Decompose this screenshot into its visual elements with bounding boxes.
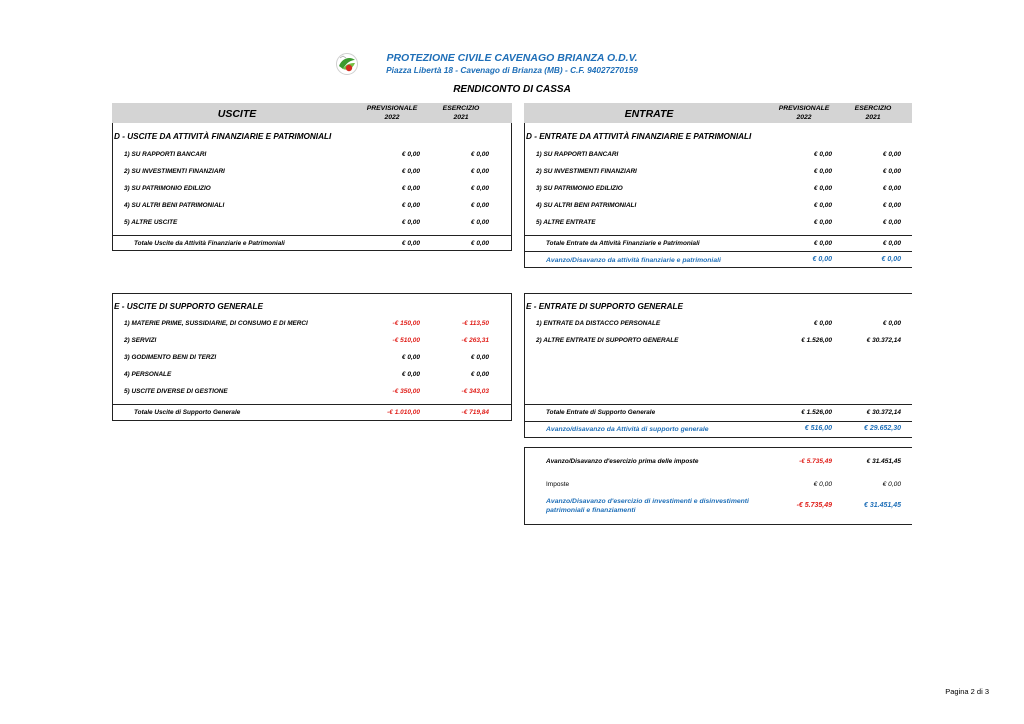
table-cell-esercizio: € 0,00 (882, 320, 901, 327)
table-cell-esercizio: € 0,00 (470, 354, 489, 361)
table-cell-previsionale: € 0,00 (813, 168, 832, 175)
section-e-avanzo-label: Avanzo/disavanzo da Attività di supporto generale (546, 426, 709, 433)
summary-final-esercizio: € 31.451,45 (864, 502, 901, 509)
table-row-label: 4) SU ALTRI BENI PATRIMONIALI (124, 202, 225, 209)
table-row-label: 2) SU INVESTIMENTI FINANZIARI (536, 168, 637, 175)
section-e-uscite-total-line (112, 404, 512, 405)
table-cell-esercizio: € 0,00 (470, 168, 489, 175)
section-d-entrate-title: D - ENTRATE DA ATTIVITÀ FINANZIARIE E PATRIMONIALI (526, 132, 752, 141)
table-row-label: 5) ALTRE ENTRATE (536, 219, 596, 226)
section-e-entrate-total-previsionale: € 1.526,00 (801, 409, 832, 416)
section-e-uscite-total-label: Totale Uscite di Supporto Generale (134, 409, 241, 416)
organization-name: PROTEZIONE CIVILE CAVENAGO BRIANZA O.D.V. (386, 52, 638, 64)
table-cell-previsionale: € 0,00 (401, 185, 420, 192)
uscite-col-previsionale: PREVISIONALE 2022 (366, 105, 418, 121)
table-cell-previsionale: -€ 150,00 (392, 320, 420, 327)
table-row-label: 1) MATERIE PRIME, SUSSIDIARIE, DI CONSUMO E DI MERCI (124, 320, 308, 327)
table-row-label: 5) ALTRE USCITE (124, 219, 178, 226)
section-e-uscite-total-esercizio: -€ 719,84 (461, 409, 489, 416)
table-row-label: 1) SU RAPPORTI BANCARI (536, 151, 619, 158)
organization-address: Piazza Libertà 18 - Cavenago di Brianza (MB) - C.F. 94027270159 (386, 65, 638, 75)
section-d-avanzo-esercizio: € 0,00 (881, 256, 901, 263)
table-cell-esercizio: -€ 263,31 (461, 337, 489, 344)
section-d-avanzo-label: Avanzo/Disavanzo da attività finanziarie e patrimoniali (546, 257, 721, 264)
table-row-label: 2) SERVIZI (124, 337, 157, 344)
section-e-entrate-avanzo-line (524, 421, 912, 422)
section-d-uscite-total-previsionale: € 0,00 (401, 240, 420, 247)
section-d-entrate-total-label: Totale Entrate da Attività Finanziarie e Patrimoniali (546, 240, 700, 247)
table-cell-previsionale: € 0,00 (401, 354, 420, 361)
table-cell-previsionale: € 1.526,00 (801, 337, 832, 344)
table-cell-esercizio: € 0,00 (882, 185, 901, 192)
table-cell-esercizio: € 0,00 (470, 371, 489, 378)
section-d-entrate-total-esercizio: € 0,00 (882, 240, 901, 247)
table-cell-esercizio: -€ 343,03 (461, 388, 489, 395)
section-d-uscite-total-label: Totale Uscite da Attività Finanziarie e Patrimoniali (134, 240, 285, 247)
summary-top-line (524, 447, 912, 448)
table-cell-previsionale: € 0,00 (401, 168, 420, 175)
table-row-label: 2) SU INVESTIMENTI FINANZIARI (124, 168, 225, 175)
uscite-header-title: USCITE (217, 108, 257, 120)
table-cell-previsionale: € 0,00 (813, 151, 832, 158)
section-e-entrate-top-line (524, 293, 912, 294)
summary-pre-tax-label: Avanzo/Disavanzo d'esercizio prima delle imposte (546, 458, 699, 465)
section-e-entrate-bottom-line (524, 437, 912, 438)
section-e-entrate-total-label: Totale Entrate di Supporto Generale (546, 409, 656, 416)
summary-pre-tax-previsionale: -€ 5.735,49 (799, 458, 832, 465)
section-e-avanzo-esercizio: € 29.652,30 (864, 425, 901, 432)
summary-bottom-line (524, 524, 912, 525)
table-row-label: 3) SU PATRIMONIO EDILIZIO (536, 185, 623, 192)
table-cell-esercizio: € 30.372,14 (866, 337, 901, 344)
table-row-label: 2) ALTRE ENTRATE DI SUPPORTO GENERALE (536, 337, 679, 344)
section-d-uscite-title: D - USCITE DA ATTIVITÀ FINANZIARIE E PATRIMONIALI (114, 132, 332, 141)
section-d-avanzo-previsionale: € 0,00 (812, 256, 832, 263)
table-cell-previsionale: -€ 350,00 (392, 388, 420, 395)
section-d-entrate-total-line (524, 235, 912, 236)
page-number: Pagina 2 di 3 (945, 687, 989, 696)
entrate-header-title: ENTRATE (624, 108, 674, 120)
summary-final-label: Avanzo/Disavanzo d'esercizio di investimenti e disinvestimenti patrimoniali e finanziamenti (546, 498, 749, 514)
table-row-label: 3) GODIMENTO BENI DI TERZI (124, 354, 217, 361)
table-row-label: 3) SU PATRIMONIO EDILIZIO (124, 185, 211, 192)
section-d-entrate-bottom-line (524, 267, 912, 268)
entrate-col-esercizio: ESERCIZIO 2021 (854, 105, 892, 121)
table-cell-esercizio: € 0,00 (470, 185, 489, 192)
table-row-label: 5) USCITE DIVERSE DI GESTIONE (124, 388, 228, 395)
section-e-entrate-title: E - ENTRATE DI SUPPORTO GENERALE (526, 302, 683, 311)
table-cell-previsionale: € 0,00 (813, 320, 832, 327)
table-cell-previsionale: € 0,00 (401, 151, 420, 158)
section-d-entrate-avanzo-line (524, 251, 912, 252)
table-cell-previsionale: € 0,00 (401, 202, 420, 209)
table-cell-esercizio: € 0,00 (470, 202, 489, 209)
summary-imposte-esercizio: € 0,00 (882, 481, 901, 488)
section-e-entrate-total-line (524, 404, 912, 405)
table-cell-previsionale: € 0,00 (813, 185, 832, 192)
section-d-entrate-left-border (524, 123, 525, 268)
table-cell-esercizio: € 0,00 (882, 202, 901, 209)
table-row-label: 4) SU ALTRI BENI PATRIMONIALI (536, 202, 637, 209)
table-cell-esercizio: € 0,00 (470, 219, 489, 226)
section-e-entrate-total-esercizio: € 30.372,14 (866, 409, 901, 416)
section-d-uscite-total-line (112, 235, 512, 236)
section-e-uscite-title: E - USCITE DI SUPPORTO GENERALE (114, 302, 263, 311)
entrate-col-previsionale: PREVISIONALE 2022 (778, 105, 830, 121)
summary-imposte-previsionale: € 0,00 (813, 481, 832, 488)
table-row-label: 1) ENTRATE DA DISTACCO PERSONALE (536, 320, 661, 327)
table-cell-previsionale: -€ 510,00 (392, 337, 420, 344)
table-cell-previsionale: € 0,00 (401, 219, 420, 226)
table-cell-previsionale: € 0,00 (401, 371, 420, 378)
summary-imposte-label: Imposte (546, 481, 570, 488)
table-cell-esercizio: -€ 113,50 (462, 320, 489, 327)
table-cell-previsionale: € 0,00 (813, 202, 832, 209)
table-row-label: 1) SU RAPPORTI BANCARI (124, 151, 207, 158)
section-e-avanzo-previsionale: € 516,00 (804, 425, 832, 432)
section-d-entrate-total-previsionale: € 0,00 (813, 240, 832, 247)
table-cell-esercizio: € 0,00 (470, 151, 489, 158)
document-title: RENDICONTO DI CASSA (453, 84, 571, 95)
table-row-label: 4) PERSONALE (124, 371, 172, 378)
table-cell-esercizio: € 0,00 (882, 219, 901, 226)
table-cell-esercizio: € 0,00 (882, 151, 901, 158)
table-cell-previsionale: € 0,00 (813, 219, 832, 226)
summary-pre-tax-esercizio: € 31.451,45 (866, 458, 901, 465)
uscite-col-esercizio: ESERCIZIO 2021 (442, 105, 480, 121)
summary-left-border (524, 447, 525, 525)
section-e-uscite-total-previsionale: -€ 1.010,00 (387, 409, 420, 416)
section-e-entrate-left-border (524, 293, 525, 438)
summary-final-previsionale: -€ 5.735,49 (796, 502, 832, 509)
table-cell-esercizio: € 0,00 (882, 168, 901, 175)
section-d-uscite-total-esercizio: € 0,00 (470, 240, 489, 247)
